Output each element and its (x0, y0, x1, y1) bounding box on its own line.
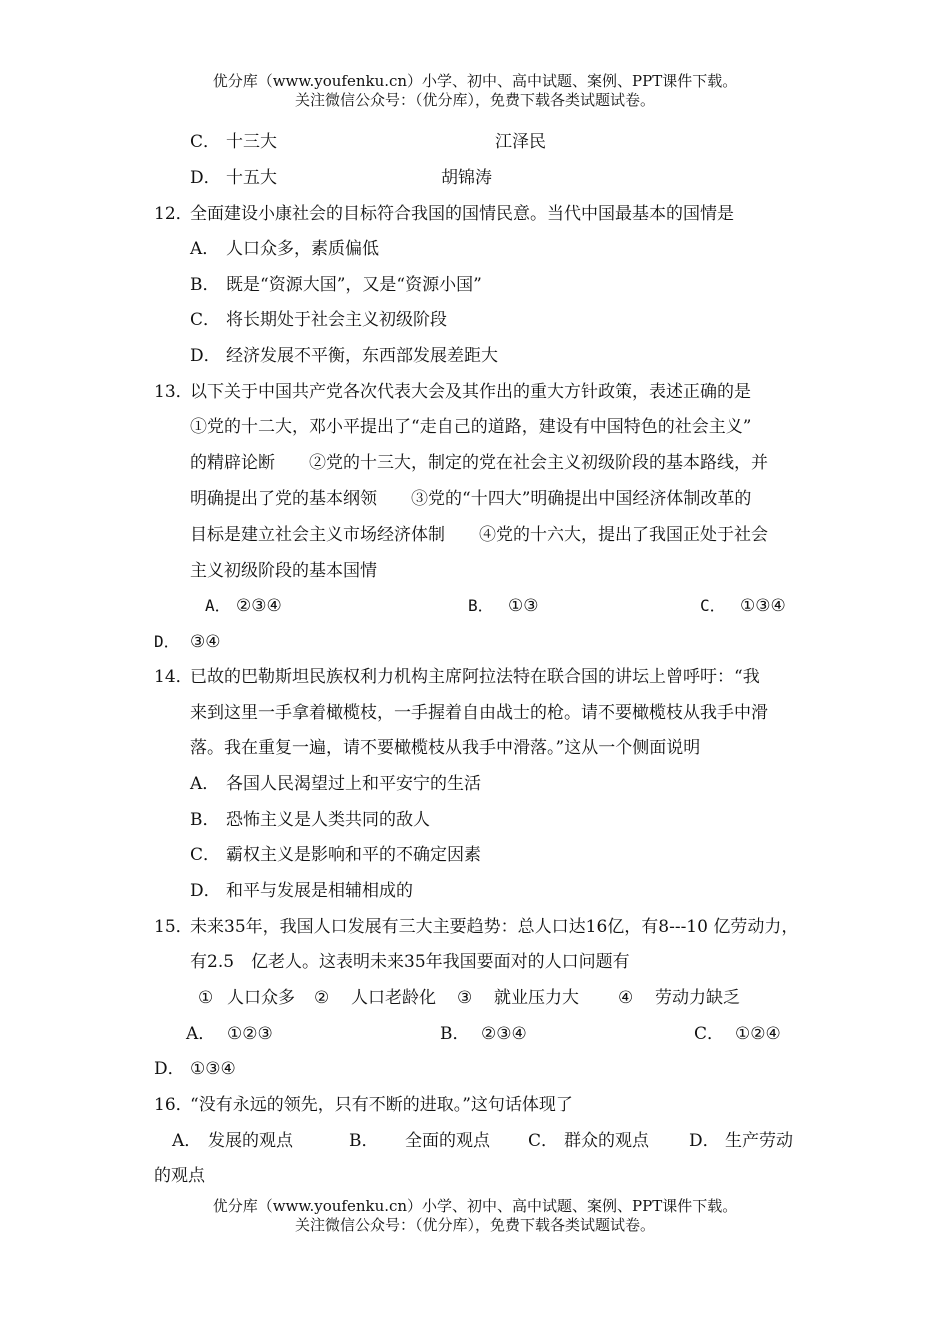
q12-option-c-label: C． (190, 310, 221, 330)
q15-option-a-text: ①②③ (227, 1024, 273, 1044)
q14-stem-line-1: 已故的巴勒斯坦民族权利力机构主席阿拉法特在联合国的讲坛上曾呼吁：“我 (190, 667, 760, 687)
q15-item-1-text: 人口众多 (227, 988, 295, 1008)
q16-option-c-text: 群众的观点 (564, 1131, 649, 1151)
q14-number: 14． (154, 667, 193, 687)
q14-stem-line-2: 来到这里一手拿着橄榄枝，一手握着自由战士的枪。请不要橄榄枝从我手中滑 (190, 703, 768, 723)
q15-option-d-label: D． (154, 1059, 185, 1079)
q14-option-b-label: B． (190, 810, 220, 830)
q16-option-a-text: 发展的观点 (208, 1131, 293, 1151)
q15-option-b-label: B． (440, 1024, 470, 1044)
q16-option-d-wrap: 的观点 (154, 1166, 205, 1186)
q16-option-b-label: B． (349, 1131, 379, 1151)
q11-option-d-person: 胡锦涛 (441, 168, 492, 188)
q16-option-b-text: 全面的观点 (405, 1131, 490, 1151)
q12-option-b-text: 既是“资源大国”，又是“资源小国” (226, 275, 482, 295)
q15-option-c-label: C． (694, 1024, 725, 1044)
q16-option-d-label: D． (689, 1131, 720, 1151)
q13-option-b-text: ①③ (508, 596, 539, 616)
header-line-2: 关注微信公众号：（优分库），免费下载各类试题试卷。 (294, 91, 655, 109)
footer-line-1: 优分库（www.youfenku.cn）小学、初中、高中试题、案例、PPT课件下载。 (212, 1197, 738, 1215)
q16-number: 16． (154, 1095, 193, 1115)
q13-option-c-label: C． (700, 596, 726, 615)
q12-option-d-label: D． (190, 346, 221, 366)
footer-line-2: 关注微信公众号：（优分库），免费下载各类试题试卷。 (294, 1216, 655, 1234)
header-line-1: 优分库（www.youfenku.cn）小学、初中、高中试题、案例、PPT课件下载。 (212, 72, 738, 90)
q15-number: 15． (154, 917, 193, 937)
q13-stem: 以下关于中国共产党各次代表大会及其作出的重大方针政策，表述正确的是 (190, 382, 751, 402)
q15-option-b-text: ②③④ (481, 1024, 527, 1044)
q14-option-d-label: D． (190, 881, 221, 901)
q13-option-d-text: ③④ (190, 632, 221, 652)
q13-number: 13． (154, 382, 193, 402)
q13-option-a-text: ②③④ (236, 596, 282, 616)
q13-body-line-1: ①党的十二大，邓小平提出了“走自己的道路，建设有中国特色的社会主义” (190, 417, 752, 437)
q15-item-3-mark: ③ (457, 988, 473, 1008)
q12-option-d-text: 经济发展不平衡，东西部发展差距大 (226, 346, 498, 366)
q12-stem: 全面建设小康社会的目标符合我国的国情民意。当代中国最基本的国情是 (190, 204, 734, 224)
q15-stem-line-1: 未来35年，我国人口发展有三大主要趋势：总人口达16亿，有8---10 亿劳动力， (190, 917, 799, 937)
q11-option-c-label: C． (190, 132, 221, 152)
q15-item-2-text: 人口老龄化 (351, 988, 436, 1008)
q12-number: 12． (154, 204, 193, 224)
q15-option-d-text: ①③④ (190, 1059, 236, 1079)
q13-body-line-5: 主义初级阶段的基本国情 (190, 561, 377, 581)
q15-option-c-text: ①②④ (735, 1024, 781, 1044)
q16-stem: “没有永远的领先，只有不断的进取。”这句话体现了 (190, 1095, 573, 1115)
q15-item-4-text: 劳动力缺乏 (655, 988, 740, 1008)
q16-option-c-label: C． (528, 1131, 559, 1151)
q16-option-d-text: 生产劳动 (725, 1131, 793, 1151)
q15-item-2-mark: ② (314, 988, 330, 1008)
q12-option-b-label: B． (190, 275, 220, 295)
q14-option-c-label: C． (190, 845, 221, 865)
q14-option-a-label: A． (190, 774, 220, 794)
q13-option-d-label: D． (154, 632, 180, 651)
q11-option-d-label: D． (190, 168, 221, 188)
q14-stem-line-3: 落。我在重复一遍，请不要橄榄枝从我手中滑落。”这从一个侧面说明 (190, 738, 701, 758)
q15-stem-line-2: 有2.5 亿老人。这表明未来35年我国要面对的人口问题有 (190, 952, 630, 972)
q15-item-3-text: 就业压力大 (494, 988, 579, 1008)
q13-body-line-3: 明确提出了党的基本纲领 ③党的“十四大”明确提出中国经济体制改革的 (190, 489, 752, 509)
q15-item-4-mark: ④ (618, 988, 634, 1008)
q13-option-c-text: ①③④ (740, 596, 786, 616)
q13-option-b-label: B． (468, 596, 494, 615)
q14-option-b-text: 恐怖主义是人类共同的敌人 (226, 810, 430, 830)
q13-option-a-label: A． (205, 596, 231, 615)
q15-option-a-label: A． (186, 1024, 216, 1044)
q11-option-c-person: 江泽民 (495, 132, 546, 152)
q14-option-c-text: 霸权主义是影响和平的不确定因素 (226, 845, 481, 865)
q11-option-c-text: 十三大 (226, 132, 277, 152)
q14-option-a-text: 各国人民渴望过上和平安宁的生活 (226, 774, 481, 794)
q13-body-line-4: 目标是建立社会主义市场经济体制 ④党的十六大，提出了我国正处于社会 (190, 525, 768, 545)
q12-option-a-label: A． (190, 239, 220, 259)
q13-body-line-2: 的精辟论断 ②党的十三大，制定的党在社会主义初级阶段的基本路线，并 (190, 453, 768, 473)
q11-option-d-text: 十五大 (226, 168, 277, 188)
q12-option-a-text: 人口众多，素质偏低 (226, 239, 379, 259)
q16-option-a-label: A． (172, 1131, 202, 1151)
q14-option-d-text: 和平与发展是相辅相成的 (226, 881, 413, 901)
q12-option-c-text: 将长期处于社会主义初级阶段 (226, 310, 447, 330)
q15-item-1-mark: ① (198, 988, 214, 1008)
